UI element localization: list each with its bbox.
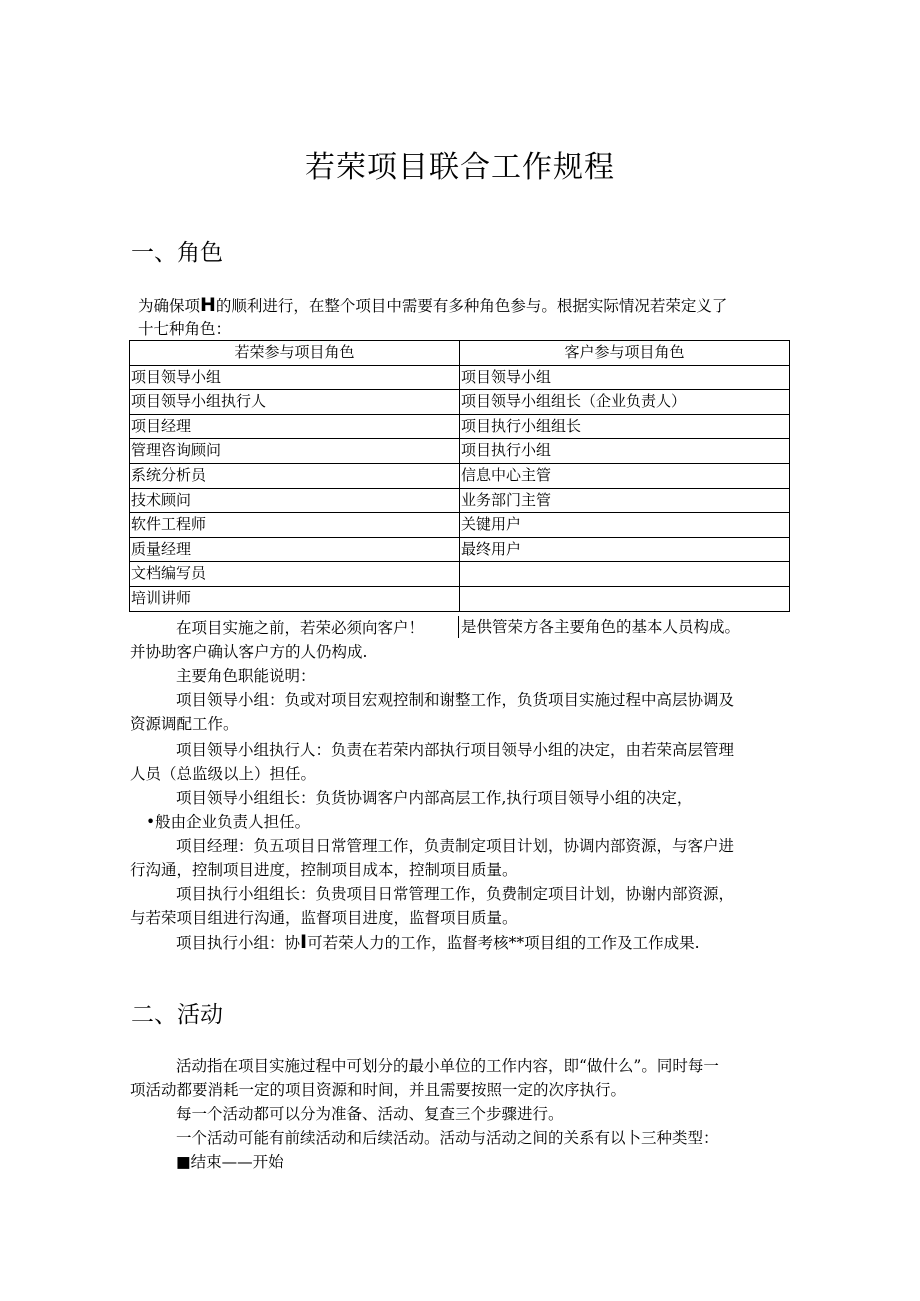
table-cell: 文档编写员	[130, 562, 460, 587]
table-cell: 信息中心主管	[460, 463, 790, 488]
duty-line: 项目执行小组组长：负贵项目日常管理工作，负费制定项目计划，协谢内部资源，	[176, 885, 735, 903]
table-cell: 关键用户	[460, 513, 790, 538]
table-row	[130, 562, 790, 587]
activity-bullet-item	[176, 1150, 284, 1174]
table-cell	[460, 562, 790, 587]
duty-text-a: 项目执行小组：协	[176, 934, 301, 952]
table-cell: 项目领导小组执行人	[130, 390, 460, 415]
bullet-text: 结束——开始	[190, 1153, 284, 1171]
duty-line: 项目领导小组执行人：负责在若荣内部执行项目领导小组的决定，由若荣高层管理	[176, 741, 735, 759]
table-cell	[460, 586, 790, 611]
intro-text-b: H	[200, 294, 216, 316]
square-bullet-icon: ■	[176, 1153, 191, 1171]
activity-line: 每一个活动都可以分为准备、活动、复查三个步骤进行。	[176, 1105, 564, 1123]
table-cell: 项目经理	[130, 414, 460, 439]
duty-line: 资源调配工作。	[130, 715, 239, 733]
duty-line: 与若荣项目组进行沟通，监督项目进度，监督项目质量。	[130, 909, 518, 927]
table-row	[130, 488, 790, 513]
section-heading-activities: 二、活动	[131, 1002, 223, 1028]
duties-heading: 主要角色职能说明：	[176, 667, 316, 685]
intro-line-2: 十七种角色：	[138, 320, 232, 338]
duty-line: 行沟通，控制项目进度，控制项目成本，控制项目质量。	[130, 861, 518, 879]
section-heading-roles: 一、角色	[131, 240, 223, 266]
intro-text-c: 的顺利进行，在整个项目中需要有多种角色参与。根据实际情况若荣定义了	[215, 297, 728, 315]
table-cell: 软件工程师	[130, 513, 460, 538]
table-row	[130, 463, 790, 488]
document-title: 若荣项目联合工作规程	[305, 150, 615, 185]
duty-line: 项目领导小组：负或对项目宏观控制和谢整工作，负货项目实施过程中高层协调及	[176, 691, 735, 709]
intro-line-1	[138, 293, 727, 318]
table-row	[130, 390, 790, 415]
duty-text-b: I	[300, 931, 308, 953]
roles-table	[129, 340, 790, 612]
activity-line: 项活动都要消耗一定的项目资源和时间，并且需要按照一定的次序执行。	[130, 1081, 627, 1099]
intro-text-a: 为确保项	[138, 297, 201, 315]
duty-line: 人员（总监级以上）担任。	[130, 765, 317, 783]
duty-line: 项目领导小组组长：负货协调客户内部高层工作,执行项目领导小组的决定，	[176, 789, 693, 807]
table-cell: 技术顾问	[130, 488, 460, 513]
table-cell: 业务部门主管	[460, 488, 790, 513]
table-cell: 质量经理	[130, 537, 460, 562]
table-cell: 项目领导小组	[130, 365, 460, 390]
table-cell: 项目执行小组	[460, 439, 790, 464]
table-header-row	[130, 341, 790, 366]
after-table-left: 在项目实施之前，若荣必须向客户！	[176, 619, 425, 637]
table-header-client: 客户参与项目角色	[460, 341, 790, 366]
after-table-right: 是供管荣方各主要角色的基本人员构成。	[458, 616, 740, 638]
duty-line-last	[176, 930, 700, 955]
table-row	[130, 439, 790, 464]
table-row	[130, 414, 790, 439]
table-cell: 培训讲师	[130, 586, 460, 611]
table-cell: 最终用户	[460, 537, 790, 562]
activity-line: 一个活动可能有前续活动和后续活动。活动与活动之间的关系有以卜三种类型：	[176, 1129, 719, 1147]
duty-line: •般由企业负责人担任。	[146, 813, 311, 831]
duty-line: 项目经理：负五项目日常管理工作，负责制定项目计划，协调内部资源，与客户进	[176, 837, 735, 855]
table-cell: 管理咨询顾问	[130, 439, 460, 464]
table-cell: 项目领导小组组长（企业负责人）	[460, 390, 790, 415]
table-row	[130, 537, 790, 562]
table-row	[130, 365, 790, 390]
table-row	[130, 513, 790, 538]
duty-text-c: 可若荣人力的工作，监督考核**项目组的工作及工作成果.	[307, 934, 700, 952]
table-row	[130, 586, 790, 611]
table-cell: 项目领导小组	[460, 365, 790, 390]
table-cell: 项目执行小组组长	[460, 414, 790, 439]
after-table-line-2: 并协助客户确认客户方的人仍构成.	[130, 643, 368, 661]
table-cell: 系统分析员	[130, 463, 460, 488]
table-header-ruorong: 若荣参与项目角色	[130, 341, 460, 366]
activity-line: 活动指在项目实施过程中可划分的最小单位的工作内容，即“做什么”。同时每一	[176, 1057, 719, 1075]
